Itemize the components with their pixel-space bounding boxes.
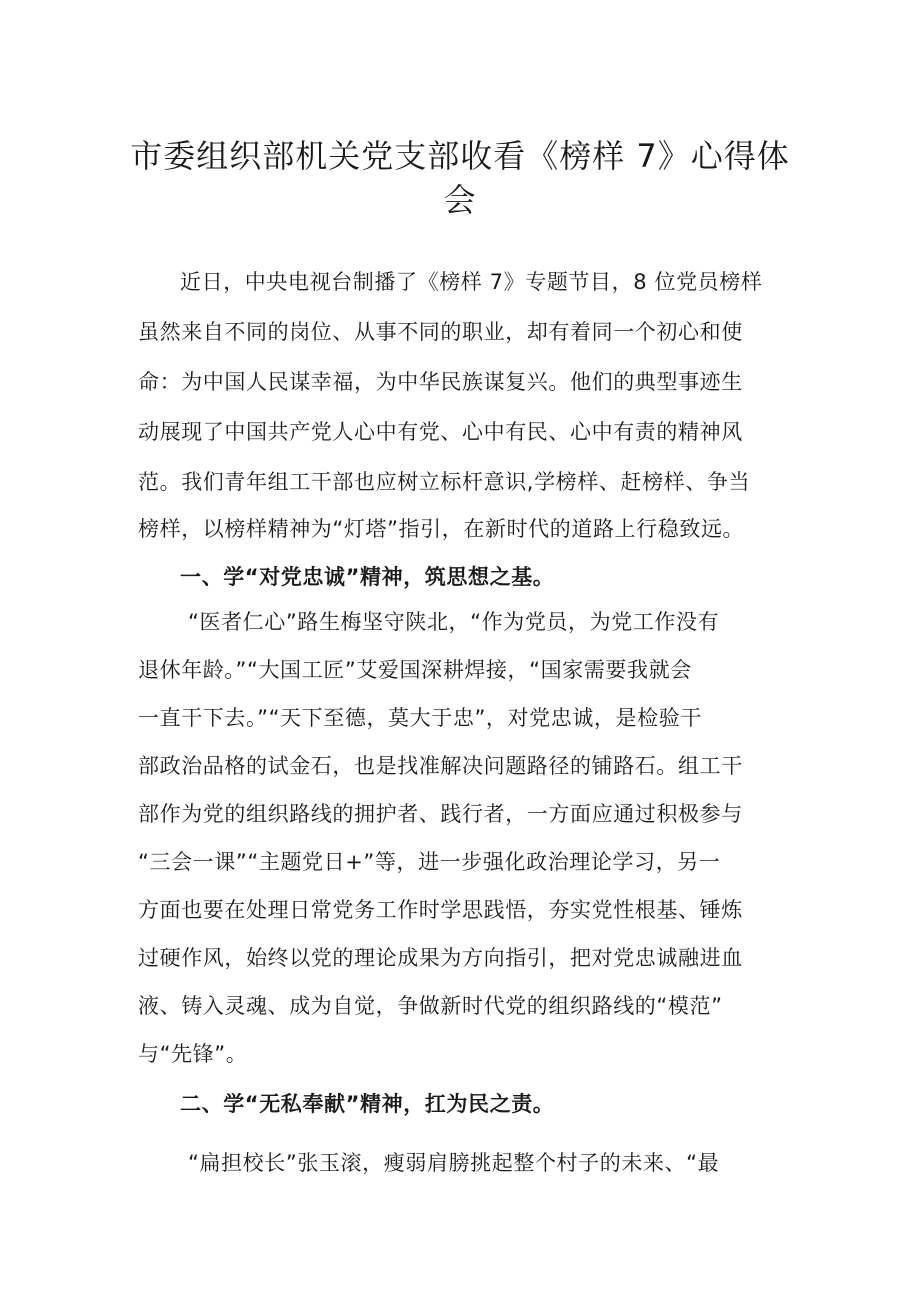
- section-1-line-1: “医者仁心”路生梅坚守陕北，“作为党员，为党工作没有: [188, 610, 720, 634]
- title-line-1: 市委组织部机关党支部收看《榜样 7》心得体: [130, 137, 790, 175]
- section-1-heading: 一、学“对党忠诚”精神，筑思想之基。: [180, 565, 555, 589]
- section-1-line-7: 方面也要在处理日常党务工作时学思践悟，夯实党性根基、锤炼: [138, 898, 743, 922]
- intro-line-4: 动展现了中国共产党人心中有党、心中有民、心中有责的精神风: [138, 420, 743, 444]
- document-title: [130, 134, 790, 222]
- section-1-line-10: 与“先锋”。: [138, 1042, 248, 1066]
- intro-line-3: 命：为中国人民谋幸福，为中华民族谋复兴。他们的典型事迹生: [138, 370, 743, 394]
- section-1-line-8: 过硬作风，始终以党的理论成果为方向指引，把对党忠诚融进血: [138, 946, 743, 970]
- section-1-line-2: 退休年龄。”“大国工匠”艾爱国深耕焊接，“国家需要我就会: [138, 658, 692, 682]
- intro-line-5: 范。我们青年组工干部也应树立标杆意识,学榜样、赶榜样、争当: [138, 470, 751, 494]
- section-1-line-5: 部作为党的组织路线的拥护者、践行者，一方面应通过积极参与: [138, 802, 743, 826]
- title-line-2: 会: [443, 181, 477, 219]
- section-1-line-6: “三会一课”“主题党日+”等，进一步强化政治理论学习，另一: [138, 850, 721, 874]
- section-2-heading: 二、学“无私奉献”精神，扛为民之责。: [180, 1092, 555, 1116]
- intro-line-1: 近日，中央电视台制播了《榜样 7》专题节目，8 位党员榜样: [180, 270, 763, 294]
- intro-line-6: 榜样，以榜样精神为“灯塔”指引，在新时代的道路上行稳致远。: [138, 517, 745, 541]
- section-1-line-3: 一直干下去。”“天下至德，莫大于忠”，对党忠诚，是检验干: [138, 706, 702, 730]
- section-1-line-9: 液、铸入灵魂、成为自觉，争做新时代党的组织路线的“模范”: [138, 994, 723, 1018]
- section-1-line-4: 部政治品格的试金石，也是找准解决问题路径的铺路石。组工干: [138, 754, 743, 778]
- section-2-line-1: “扁担校长”张玉滚，瘦弱肩膀挑起整个村子的未来、“最: [188, 1151, 720, 1175]
- intro-line-2: 虽然来自不同的岗位、从事不同的职业，却有着同一个初心和使: [138, 320, 743, 344]
